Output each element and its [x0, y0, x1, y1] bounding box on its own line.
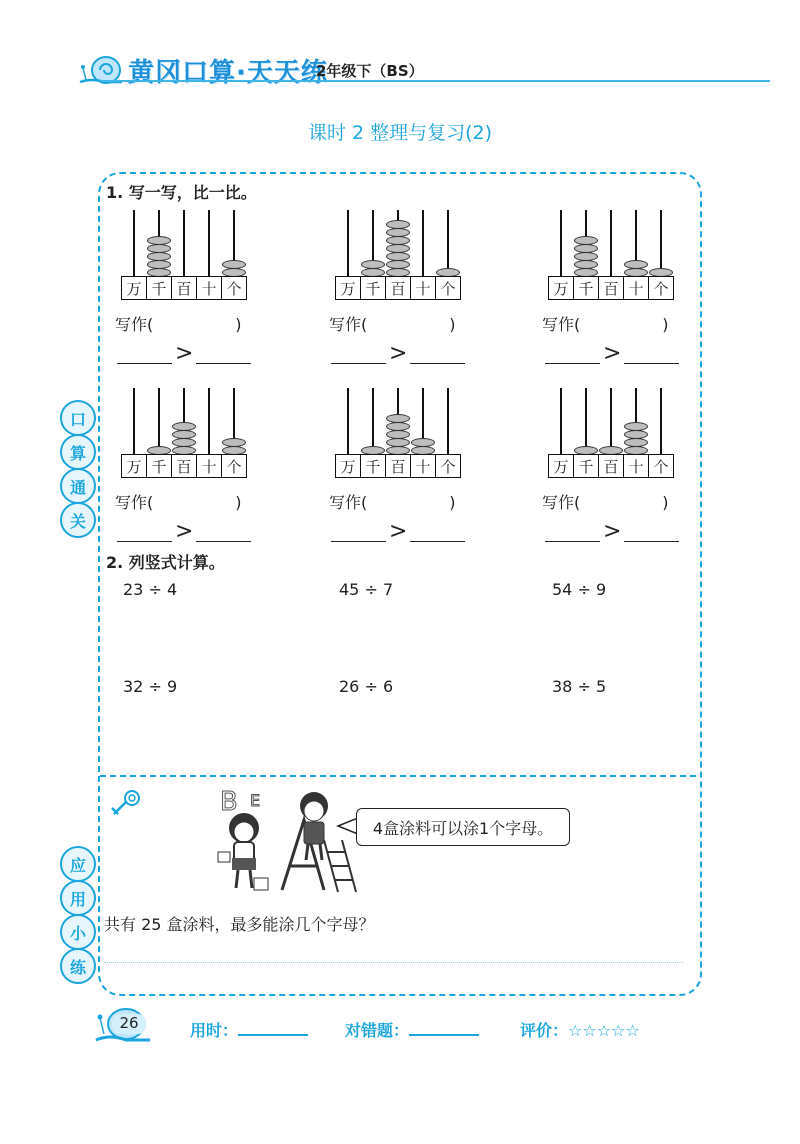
abacus-bead: [172, 430, 196, 439]
abacus-bead: [386, 414, 410, 423]
header-rule: [100, 80, 770, 82]
write-close: ): [662, 315, 669, 334]
write-as-5: [329, 490, 456, 513]
abacus-place-cell: 百: [598, 276, 623, 300]
compare-blank-left[interactable]: [331, 523, 386, 542]
abacus-place-labels: [335, 276, 461, 300]
compare-row-1: [117, 341, 251, 366]
abacus-place-cell: 个: [648, 454, 674, 478]
abacus-2: [335, 210, 465, 320]
side-tab-lian: 练: [60, 948, 96, 984]
abacus-place-labels: [548, 454, 674, 478]
abacus-4: [121, 388, 251, 498]
greater-than-sign: >: [389, 519, 408, 544]
abacus-place-labels: [121, 454, 247, 478]
compare-blank-right[interactable]: [196, 345, 251, 364]
speech-bubble-tail: [336, 816, 358, 840]
greater-than-sign: >: [389, 341, 408, 366]
compare-row-3: [545, 341, 679, 366]
abacus-place-cell: 千: [573, 276, 598, 300]
side-tab-suan: 算: [60, 434, 96, 470]
abacus-bead: [386, 236, 410, 245]
abacus-place-cell: 千: [146, 454, 171, 478]
greater-than-sign: >: [603, 519, 622, 544]
time-field: [190, 1018, 308, 1041]
side-tab-tong: 通: [60, 468, 96, 504]
abacus-bead: [386, 422, 410, 431]
abacus-place-cell: 个: [435, 276, 461, 300]
abacus-place-cell: 个: [435, 454, 461, 478]
abacus-bead: [147, 244, 171, 253]
abacus-bead: [386, 220, 410, 229]
answer-line[interactable]: [104, 962, 684, 963]
lesson-title: 课时 2 整理与复习(2): [307, 122, 493, 144]
division-expr-6: 38 ÷ 5: [552, 677, 607, 696]
abacus-bead: [574, 244, 598, 253]
abacus-5: [335, 388, 465, 498]
side-tab-guan: 关: [60, 502, 96, 538]
abacus-place-labels: [121, 276, 247, 300]
abacus-place-cell: 千: [146, 276, 171, 300]
compare-blank-right[interactable]: [196, 523, 251, 542]
write-as-1: [115, 312, 242, 335]
abacus-bead: [172, 438, 196, 447]
greater-than-sign: >: [603, 341, 622, 366]
compare-row-4: [117, 519, 251, 544]
abacus-place-cell: 个: [648, 276, 674, 300]
speech-bubble: 4盒涂料可以涂1个字母。: [356, 808, 570, 846]
write-label: 写作(: [329, 493, 368, 512]
abacus-place-cell: 百: [171, 276, 196, 300]
time-blank[interactable]: [238, 1020, 308, 1036]
abacus-bead: [411, 438, 435, 447]
compare-row-2: [331, 341, 465, 366]
abacus-bead: [386, 430, 410, 439]
abacus-bead: [624, 260, 648, 269]
division-expr-2: 45 ÷ 7: [339, 580, 394, 599]
abacus-place-cell: 百: [171, 454, 196, 478]
abacus-place-cell: 千: [360, 276, 385, 300]
compare-blank-left[interactable]: [117, 345, 172, 364]
write-label: 写作(: [115, 493, 154, 512]
write-label: 写作(: [329, 315, 368, 334]
write-close: ): [449, 315, 456, 334]
compare-blank-right[interactable]: [624, 523, 679, 542]
q1-title: 1. 写一写，比一比。: [106, 183, 257, 202]
svg-text:B: B: [220, 787, 238, 817]
abacus-place-cell: 千: [573, 454, 598, 478]
abacus-bead: [361, 260, 385, 269]
rating-field: [520, 1018, 640, 1041]
abacus-place-cell: 十: [623, 276, 648, 300]
magnifier-icon: [108, 788, 144, 822]
abacus-place-cell: 十: [196, 276, 221, 300]
section-divider: [100, 775, 696, 777]
abacus-1: [121, 210, 251, 320]
abacus-bead: [386, 244, 410, 253]
abacus-bead: [222, 438, 246, 447]
compare-blank-right[interactable]: [410, 523, 465, 542]
write-as-6: [542, 490, 669, 513]
snail-logo: [78, 50, 128, 90]
abacus-bead: [624, 438, 648, 447]
abacus-place-cell: 万: [335, 276, 360, 300]
compare-blank-left[interactable]: [545, 523, 600, 542]
compare-blank-left[interactable]: [331, 345, 386, 364]
abacus-6: [548, 388, 678, 498]
write-close: ): [235, 493, 242, 512]
abacus-place-cell: 十: [623, 454, 648, 478]
side-tab-kou: 口: [60, 400, 96, 436]
side-tab-ying: 应: [60, 846, 96, 882]
abacus-place-cell: 十: [410, 454, 435, 478]
compare-blank-left[interactable]: [545, 345, 600, 364]
division-expr-5: 26 ÷ 6: [339, 677, 394, 696]
compare-blank-left[interactable]: [117, 523, 172, 542]
rating-stars[interactable]: ☆☆☆☆☆: [568, 1021, 640, 1040]
page-number: 26: [112, 1014, 146, 1034]
abacus-place-cell: 百: [385, 454, 410, 478]
rating-label: 评价：: [520, 1021, 569, 1040]
abacus-bead: [574, 252, 598, 261]
division-expr-4: 32 ÷ 9: [123, 677, 178, 696]
compare-blank-right[interactable]: [410, 345, 465, 364]
compare-blank-right[interactable]: [624, 345, 679, 364]
abacus-place-cell: 万: [121, 276, 146, 300]
time-label: 用时：: [190, 1021, 239, 1040]
svg-text:E: E: [250, 791, 261, 810]
write-label: 写作(: [115, 315, 154, 334]
write-as-2: [329, 312, 456, 335]
abacus-bead: [147, 252, 171, 261]
errors-blank[interactable]: [409, 1020, 479, 1036]
abacus-bead: [172, 422, 196, 431]
abacus-bead: [222, 260, 246, 269]
abacus-bead: [624, 422, 648, 431]
abacus-3: [548, 210, 678, 320]
write-close: ): [235, 315, 242, 334]
abacus-bead: [574, 260, 598, 269]
abacus-bead: [386, 260, 410, 269]
greater-than-sign: >: [175, 519, 194, 544]
write-label: 写作(: [542, 493, 581, 512]
abacus-bead: [386, 252, 410, 261]
abacus-place-cell: 十: [196, 454, 221, 478]
compare-row-6: [545, 519, 679, 544]
write-label: 写作(: [542, 315, 581, 334]
abacus-place-cell: 万: [121, 454, 146, 478]
abacus-place-cell: 个: [221, 454, 247, 478]
abacus-place-cell: 个: [221, 276, 247, 300]
abacus-place-cell: 十: [410, 276, 435, 300]
division-expr-1: 23 ÷ 4: [123, 580, 178, 599]
compare-row-5: [331, 519, 465, 544]
word-problem-question: 共有 25 盒涂料，最多能涂几个字母？: [104, 915, 375, 934]
abacus-bead: [386, 438, 410, 447]
side-tab-xiao: 小: [60, 914, 96, 950]
grade-label: 2年级下（BS）: [316, 62, 424, 80]
brand-title: 黄冈口算·天天练: [128, 58, 328, 88]
abacus-place-cell: 万: [335, 454, 360, 478]
abacus-place-cell: 万: [548, 276, 573, 300]
write-close: ): [449, 493, 456, 512]
errors-field: [345, 1018, 479, 1041]
q2-title: 2. 列竖式计算。: [106, 553, 225, 572]
abacus-bead: [147, 260, 171, 269]
side-tab-yong: 用: [60, 880, 96, 916]
abacus-place-labels: [548, 276, 674, 300]
abacus-bead: [624, 430, 648, 439]
write-as-3: [542, 312, 669, 335]
abacus-place-cell: 万: [548, 454, 573, 478]
write-as-4: [115, 490, 242, 513]
abacus-place-cell: 百: [385, 276, 410, 300]
write-close: ): [662, 493, 669, 512]
abacus-place-cell: 百: [598, 454, 623, 478]
abacus-place-labels: [335, 454, 461, 478]
abacus-bead: [147, 236, 171, 245]
abacus-bead: [386, 228, 410, 237]
greater-than-sign: >: [175, 341, 194, 366]
errors-label: 对错题：: [345, 1021, 410, 1040]
division-expr-3: 54 ÷ 9: [552, 580, 607, 599]
abacus-bead: [574, 236, 598, 245]
abacus-place-cell: 千: [360, 454, 385, 478]
